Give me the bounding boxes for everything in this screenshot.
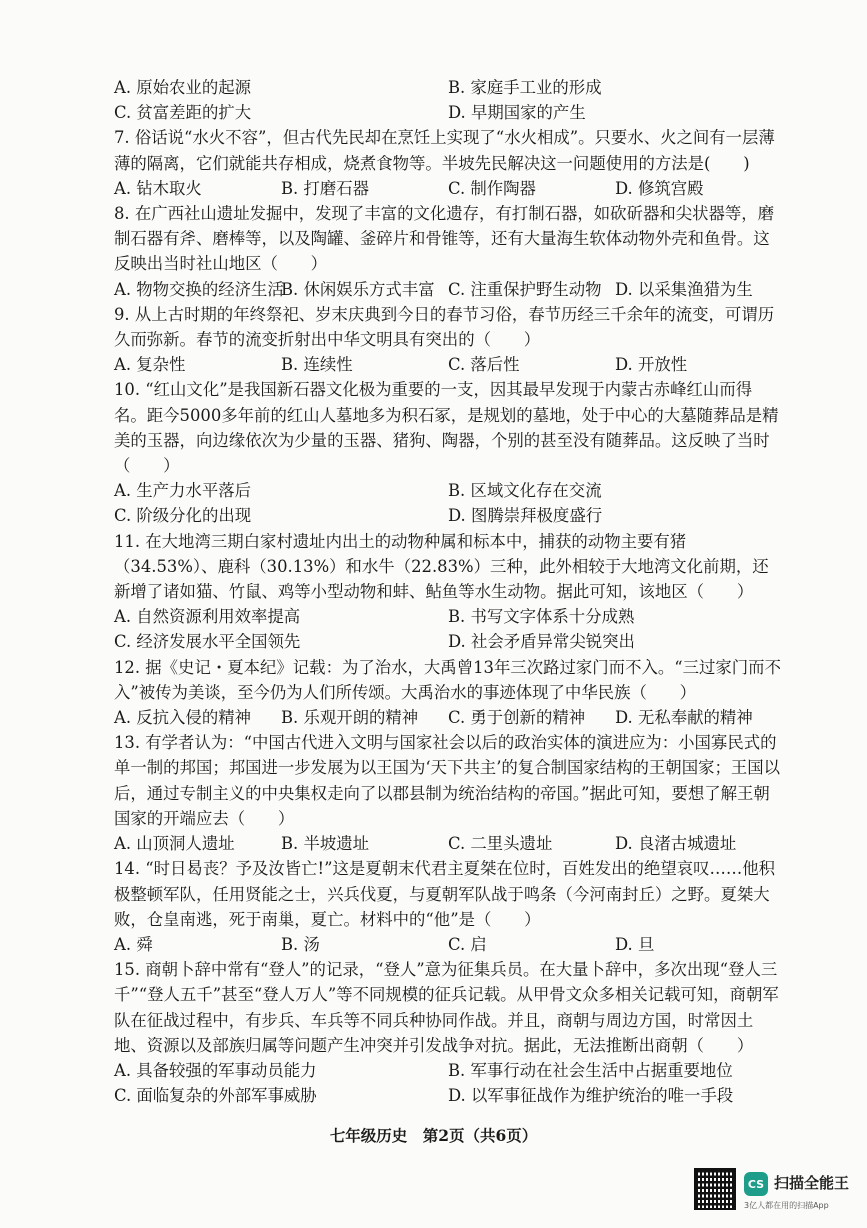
answer-option: A. 复杂性	[114, 355, 186, 375]
answer-option: D. 修筑宫殿	[615, 178, 704, 198]
answer-option: C. 注重保护野生动物	[448, 279, 602, 299]
page-footer: 七年级历史 第2页（共6页）	[329, 1126, 538, 1146]
answer-option: A. 具备较强的军事动员能力	[114, 1060, 317, 1080]
question-stem: 14. “时日曷丧？予及汝皆亡!”这是夏朝末代君主夏桀在位时，百姓发出的绝望哀叹……他积极整顿军队，任用贤能之士，兴兵伐夏，与夏朝军队战于鸣条（今河南封丘）之野。夏桀大败，仓皇南逃，死于南巢，夏亡。材料中的“他”是（ ）	[114, 859, 776, 929]
answer-option: D. 以采集渔猎为生	[615, 279, 753, 299]
scanner-watermark	[694, 1168, 854, 1218]
scanner-tagline: 3亿人都在用的扫描App	[744, 1201, 829, 1210]
answer-options	[114, 831, 782, 856]
question-stem: 7. 俗话说“水火不容”，但古代先民却在烹饪上实现了“水火相成”。只要水、火之间有一层薄薄的隔离，它们就能共存相成，烧煮食物等。半坡先民解决这一问题使用的方法是( )	[114, 128, 775, 173]
answer-option: C. 经济发展水平全国领先	[114, 632, 301, 652]
question-block	[114, 302, 782, 378]
answer-option: A. 生产力水平落后	[114, 481, 251, 501]
answer-option: C. 面临复杂的外部军事威胁	[114, 1086, 317, 1106]
answer-options	[114, 705, 782, 730]
answer-options	[114, 277, 782, 302]
question-stem: 12. 据《史记・夏本纪》记载：为了治水，大禹曾13年三次路过家门而不入。“三过家门而不入”被传为美谈，至今仍为人们所传颂。大禹治水的事迹体现了中华民族（ ）	[114, 657, 781, 702]
exam-page-content	[114, 75, 782, 1108]
answer-option: B. 家庭手工业的形成	[448, 78, 602, 97]
answer-option: A. 舜	[114, 934, 153, 954]
question-stem: 9. 从上古时期的年终祭祀、岁末庆典到今日的春节习俗，春节历经三千余年的流变，可谓历久而弥新。春节的流变折射出中华文明具有突出的（ ）	[114, 304, 775, 350]
answer-option: A. 物物交换的经济生活	[114, 279, 284, 299]
answer-option: D. 以军事征战作为维护统治的唯一手段	[448, 1086, 734, 1106]
scanner-brand: 扫描全能王	[774, 1174, 850, 1192]
answer-option: C. 贫富差距的扩大	[114, 103, 252, 123]
answer-option: D. 开放性	[615, 355, 688, 375]
question-stem: 10. “红山文化”是我国新石器文化极为重要的一支，因其最早发现于内蒙古赤峰红山而得名。距今5000多年前的红山人墓地多为积石冢，是规划的墓地，处于中心的大墓随葬品是精美的玉器，向边缘依次为少量的玉器、猪狗、陶器，个别的甚至没有随葬品。这反映了当时（ ）	[114, 380, 779, 476]
answer-option: C. 落后性	[448, 355, 520, 375]
answer-option: A. 钻木取火	[114, 178, 202, 198]
answer-option: B. 书写文字体系十分成熟	[448, 607, 635, 627]
answer-option: C. 阶级分化的出现	[114, 506, 252, 526]
question-block	[114, 201, 782, 302]
answer-option: A. 自然资源利用效率提高	[114, 607, 301, 627]
answer-option: B. 半坡遗址	[281, 834, 370, 854]
question-block	[114, 377, 782, 528]
answer-option: D. 社会矛盾异常尖锐突出	[448, 632, 635, 652]
answer-options	[114, 176, 782, 201]
answer-option: B. 区域文化存在交流	[448, 481, 602, 501]
answer-option: D. 早期国家的产生	[448, 103, 586, 123]
question-block	[114, 957, 782, 1108]
question-block	[114, 529, 782, 655]
camscanner-logo: CS	[744, 1172, 768, 1196]
answer-option: D. 良渚古城遗址	[615, 834, 737, 854]
question-block	[114, 856, 782, 957]
question-stem: 8. 在广西社山遗址发掘中，发现了丰富的文化遗存，有打制石器，如砍斫器和尖状器等，磨制石器有斧、磨棒等，以及陶罐、釜碎片和骨锥等，还有大量海生软体动物外壳和鱼骨。这反映出当时社山地区（ ）	[114, 204, 775, 274]
question-stem: 13. 有学者认为：“中国古代进入文明与国家社会以后的政治实体的演进应为：小国寡民式的单一制的邦国；邦国进一步发展为以王国为‘天下共主’的复合制国家结构的王朝国家；王国以后，通过专制主义的中央集权走向了以郡县制为统治结构的帝国。”据此可知，要想了解王朝国家的开端应去（ ）	[114, 733, 781, 828]
question-block	[114, 125, 782, 201]
answer-option: C. 二里头遗址	[448, 834, 553, 854]
answer-option: B. 汤	[281, 934, 320, 954]
answer-option: A. 山顶洞人遗址	[114, 834, 235, 854]
question-stem: 11. 在大地湾三期白家村遗址内出土的动物种属和标本中，捕获的动物主要有猪（34.53%）、鹿科（30.13%）和水牛（22.83%）三种，此外相较于大地湾文化前期，还新增了诸如猫、竹鼠、鸡等小型动物和蚌、鲇鱼等水生动物。据此可知，该地区（ ）	[114, 531, 769, 602]
answer-option: D. 无私奉献的精神	[615, 708, 753, 728]
answer-option: B. 军事行动在社会生活中占据重要地位	[448, 1060, 733, 1080]
answer-option: B. 乐观开朗的精神	[281, 708, 419, 728]
qr-code-icon	[694, 1168, 736, 1210]
answer-options	[114, 604, 782, 654]
answer-options	[114, 75, 782, 125]
question-block	[114, 655, 782, 731]
answer-option: B. 打磨石器	[281, 178, 370, 198]
answer-option: B. 休闲娱乐方式丰富	[281, 279, 435, 299]
answer-option: C. 勇于创新的精神	[448, 708, 586, 728]
answer-options	[114, 1058, 782, 1108]
answer-options	[114, 932, 782, 957]
question-stem: 15. 商朝卜辞中常有“登人”的记录，“登人”意为征集兵员。在大量卜辞中，多次出现“登人三千”“登人五千”甚至“登人万人”等不同规模的征兵记载。从甲骨文众多相关记载可知，商朝军队在征战过程中，有步兵、车兵等不同兵种协同作战。并且，商朝与周边方国，时常因土地、资源以及部族归属等问题产生冲突并引发战争对抗。据此，无法推断出商朝（ ）	[114, 960, 779, 1055]
answer-option: B. 连续性	[281, 355, 353, 375]
answer-options	[114, 478, 782, 528]
answer-options	[114, 352, 782, 377]
answer-option: A. 反抗入侵的精神	[114, 708, 251, 728]
answer-option: C. 制作陶器	[448, 178, 536, 198]
answer-option: C. 启	[448, 934, 487, 954]
answer-option: A. 原始农业的起源	[114, 78, 251, 97]
question-block	[114, 730, 782, 856]
answer-option: D. 旦	[615, 934, 655, 954]
question-block	[114, 75, 782, 125]
answer-option: D. 图腾崇拜极度盛行	[448, 506, 603, 526]
